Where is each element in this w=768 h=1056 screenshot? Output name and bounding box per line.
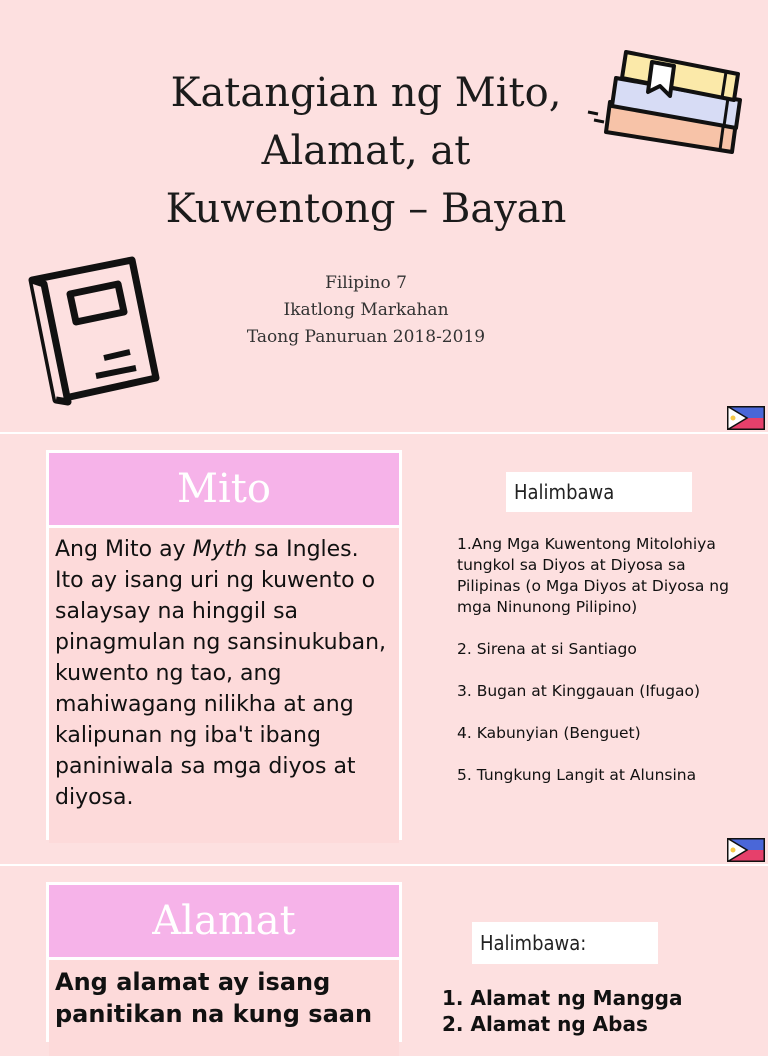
body-text: Ang Mito ay xyxy=(55,537,193,562)
philippine-flag-icon xyxy=(727,838,765,862)
body-text: sa Ingles. Ito ay isang uri ng kuwento o salaysay na hinggil sa pinagmulan ng sansinukuban, kuwento ng tao, ang mahiwagang nilikha at ang kalipunan ng iba't ibang paniniwala sa mga diyos at diyosa. xyxy=(55,537,387,810)
subtitle-line: Filipino 7 xyxy=(325,273,407,293)
slide-subtitle xyxy=(180,270,552,351)
philippine-flag-icon xyxy=(727,406,765,430)
title-slide xyxy=(0,0,768,432)
list-item: 5. Tungkung Langit at Alunsina xyxy=(457,766,697,784)
list-item: 1.Ang Mga Kuwentong Mitolohiya tungkol sa Diyos at Diyosa sa Pilipinas (o Mga Diyos at Diyosa ng mga Ninunong Pilipino) xyxy=(457,535,729,616)
title-line: Katangian ng Mito, xyxy=(170,70,562,116)
examples-label xyxy=(506,472,692,512)
card-heading: Alamat xyxy=(49,885,399,960)
examples-label xyxy=(472,922,658,964)
list-item: 2. Alamat ng Abas xyxy=(442,1012,648,1036)
examples-list xyxy=(457,534,747,807)
books-stack-icon xyxy=(586,40,746,160)
list-item: 2. Sirena at si Santiago xyxy=(457,640,637,658)
notebook-icon xyxy=(26,254,162,410)
mito-card xyxy=(46,450,402,840)
slide-title xyxy=(110,64,622,238)
subtitle-line: Ikatlong Markahan xyxy=(283,300,449,320)
examples-list xyxy=(442,985,762,1037)
list-item: 1. Alamat ng Mangga xyxy=(442,986,683,1010)
alamat-card xyxy=(46,882,402,1042)
card-body-text xyxy=(49,528,399,843)
card-heading: Mito xyxy=(49,453,399,528)
list-item: 3. Bugan at Kinggauan (Ifugao) xyxy=(457,682,701,700)
examples-label-text: Halimbawa: xyxy=(480,931,587,955)
title-line: Alamat, at xyxy=(261,128,471,174)
title-line: Kuwentong – Bayan xyxy=(165,186,567,232)
list-item: 4. Kabunyian (Benguet) xyxy=(457,724,641,742)
subtitle-line: Taong Panuruan 2018-2019 xyxy=(246,327,486,347)
examples-label-text: Halimbawa xyxy=(514,480,615,504)
body-text-italic: Myth xyxy=(192,537,248,562)
card-body-text: Ang alamat ay isang panitikan na kung saan xyxy=(49,960,399,1056)
